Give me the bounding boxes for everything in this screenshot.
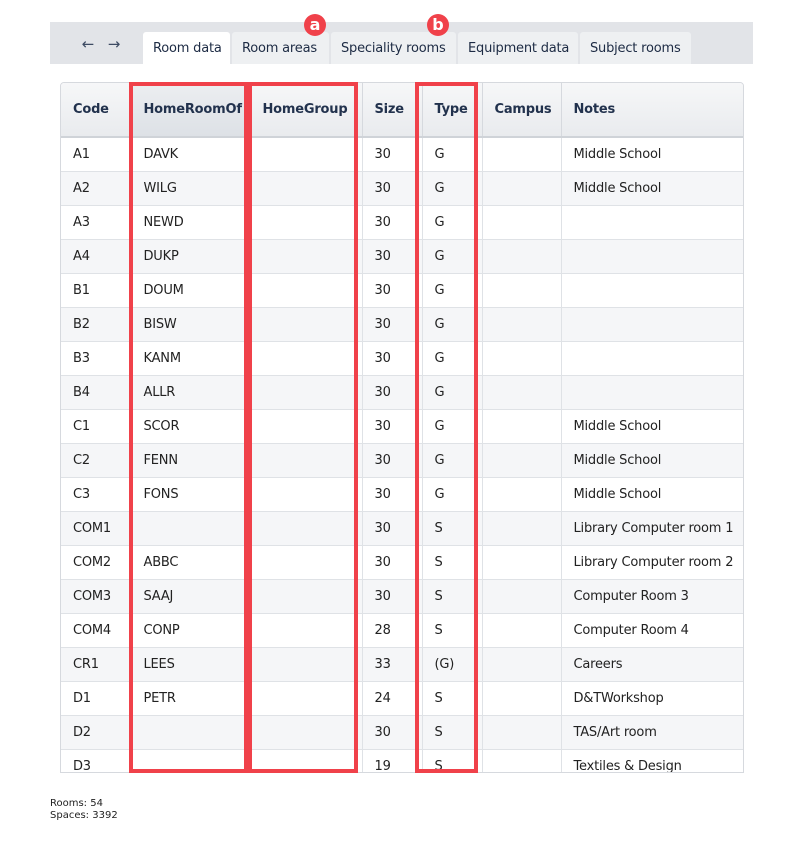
column-header-homegroup[interactable]: HomeGroup: [250, 83, 362, 137]
cell-homeroomof[interactable]: FENN: [131, 443, 250, 477]
cell-homeroomof[interactable]: SCOR: [131, 409, 250, 443]
cell-type[interactable]: G: [422, 409, 482, 443]
cell-campus[interactable]: [482, 375, 561, 409]
table-row[interactable]: [61, 681, 744, 715]
cell-campus[interactable]: [482, 443, 561, 477]
cell-size[interactable]: 30: [362, 579, 422, 613]
cell-campus[interactable]: [482, 579, 561, 613]
cell-homeroomof[interactable]: CONP: [131, 613, 250, 647]
tab-equipment-data[interactable]: Equipment data: [458, 32, 578, 64]
tabs: [143, 32, 693, 64]
cell-homegroup[interactable]: [250, 749, 362, 773]
cell-homeroomof[interactable]: [131, 715, 250, 749]
cell-code[interactable]: COM4: [61, 613, 131, 647]
table-row[interactable]: [61, 715, 744, 749]
cell-type[interactable]: G: [422, 341, 482, 375]
cell-homegroup[interactable]: [250, 477, 362, 511]
cell-campus[interactable]: [482, 613, 561, 647]
cell-homeroomof[interactable]: LEES: [131, 647, 250, 681]
cell-notes[interactable]: [561, 239, 744, 273]
rooms-table-container[interactable]: [60, 82, 744, 773]
cell-code[interactable]: B4: [61, 375, 131, 409]
cell-size[interactable]: 30: [362, 341, 422, 375]
table-summary: [50, 798, 118, 822]
cell-code[interactable]: A3: [61, 205, 131, 239]
cell-notes[interactable]: [561, 307, 744, 341]
cell-homeroomof[interactable]: ABBC: [131, 545, 250, 579]
table-row[interactable]: [61, 341, 744, 375]
cell-type[interactable]: G: [422, 239, 482, 273]
cell-type[interactable]: G: [422, 477, 482, 511]
table-header-row: [61, 83, 744, 137]
tab-bar: [50, 22, 753, 64]
cell-type[interactable]: S: [422, 579, 482, 613]
spaces-count: Spaces: 3392: [50, 810, 118, 821]
cell-homeroomof[interactable]: BISW: [131, 307, 250, 341]
cell-notes[interactable]: Library Computer room 2: [561, 545, 744, 579]
table-row[interactable]: [61, 443, 744, 477]
cell-notes[interactable]: [561, 273, 744, 307]
cell-size[interactable]: 30: [362, 307, 422, 341]
tab-subject-rooms[interactable]: Subject rooms: [580, 32, 691, 64]
cell-size[interactable]: 30: [362, 409, 422, 443]
cell-notes[interactable]: Middle School: [561, 477, 744, 511]
cell-code[interactable]: D1: [61, 681, 131, 715]
cell-size[interactable]: 30: [362, 205, 422, 239]
cell-homeroomof[interactable]: DOUM: [131, 273, 250, 307]
cell-notes[interactable]: [561, 205, 744, 239]
cell-size[interactable]: 19: [362, 749, 422, 773]
cell-type[interactable]: S: [422, 511, 482, 545]
cell-homegroup[interactable]: [250, 613, 362, 647]
cell-homegroup[interactable]: [250, 443, 362, 477]
table-row[interactable]: [61, 137, 744, 171]
tab-room-data[interactable]: Room data: [143, 32, 230, 64]
cell-code[interactable]: A4: [61, 239, 131, 273]
cell-size[interactable]: 30: [362, 137, 422, 171]
cell-homegroup[interactable]: [250, 307, 362, 341]
cell-homeroomof[interactable]: [131, 511, 250, 545]
cell-code[interactable]: COM2: [61, 545, 131, 579]
cell-notes[interactable]: Computer Room 4: [561, 613, 744, 647]
cell-type[interactable]: G: [422, 307, 482, 341]
cell-notes[interactable]: Careers: [561, 647, 744, 681]
cell-notes[interactable]: D&TWorkshop: [561, 681, 744, 715]
table-row[interactable]: [61, 273, 744, 307]
table-row[interactable]: [61, 579, 744, 613]
cell-code[interactable]: CR1: [61, 647, 131, 681]
cell-type[interactable]: G: [422, 273, 482, 307]
cell-homegroup[interactable]: [250, 647, 362, 681]
cell-code[interactable]: B2: [61, 307, 131, 341]
cell-campus[interactable]: [482, 307, 561, 341]
tab-speciality-rooms[interactable]: Speciality rooms: [331, 32, 456, 64]
cell-code[interactable]: COM3: [61, 579, 131, 613]
table-row[interactable]: [61, 307, 744, 341]
tab-room-areas[interactable]: Room areas: [232, 32, 329, 64]
cell-homeroomof[interactable]: [131, 749, 250, 773]
cell-campus[interactable]: [482, 341, 561, 375]
cell-homegroup[interactable]: [250, 681, 362, 715]
cell-size[interactable]: 30: [362, 715, 422, 749]
cell-type[interactable]: G: [422, 205, 482, 239]
rooms-count: Rooms: 54: [50, 798, 103, 809]
cell-campus[interactable]: [482, 409, 561, 443]
cell-code[interactable]: C3: [61, 477, 131, 511]
cell-homegroup[interactable]: [250, 171, 362, 205]
cell-type[interactable]: S: [422, 749, 482, 773]
cell-campus[interactable]: [482, 749, 561, 773]
column-header-code[interactable]: Code: [61, 83, 131, 137]
annotation-badge-a: a: [304, 14, 326, 36]
cell-notes[interactable]: [561, 375, 744, 409]
cell-notes[interactable]: Textiles & Design: [561, 749, 744, 773]
cell-type[interactable]: S: [422, 715, 482, 749]
column-header-campus[interactable]: Campus: [482, 83, 561, 137]
cell-homegroup[interactable]: [250, 375, 362, 409]
column-header-homeroomof[interactable]: HomeRoomOf: [131, 83, 250, 137]
cell-notes[interactable]: Library Computer room 1: [561, 511, 744, 545]
cell-homegroup[interactable]: [250, 137, 362, 171]
cell-code[interactable]: B1: [61, 273, 131, 307]
cell-homegroup[interactable]: [250, 273, 362, 307]
cell-notes[interactable]: TAS/Art room: [561, 715, 744, 749]
cell-size[interactable]: 30: [362, 375, 422, 409]
column-header-notes[interactable]: Notes: [561, 83, 744, 137]
cell-size[interactable]: 24: [362, 681, 422, 715]
arrow-right-icon[interactable]: →: [107, 35, 121, 53]
cell-homeroomof[interactable]: PETR: [131, 681, 250, 715]
table-row[interactable]: [61, 205, 744, 239]
cell-homegroup[interactable]: [250, 545, 362, 579]
cell-homeroomof[interactable]: KANM: [131, 341, 250, 375]
table-row[interactable]: [61, 375, 744, 409]
column-header-size[interactable]: Size: [362, 83, 422, 137]
table-row[interactable]: [61, 749, 744, 773]
cell-campus[interactable]: [482, 647, 561, 681]
cell-homeroomof[interactable]: ALLR: [131, 375, 250, 409]
cell-size[interactable]: 30: [362, 545, 422, 579]
cell-homeroomof[interactable]: DUKP: [131, 239, 250, 273]
cell-code[interactable]: COM1: [61, 511, 131, 545]
cell-code[interactable]: D3: [61, 749, 131, 773]
cell-homeroomof[interactable]: FONS: [131, 477, 250, 511]
cell-notes[interactable]: [561, 341, 744, 375]
cell-campus[interactable]: [482, 137, 561, 171]
cell-size[interactable]: 28: [362, 613, 422, 647]
cell-campus[interactable]: [482, 715, 561, 749]
cell-homeroomof[interactable]: NEWD: [131, 205, 250, 239]
cell-type[interactable]: G: [422, 443, 482, 477]
cell-code[interactable]: A1: [61, 137, 131, 171]
cell-homegroup[interactable]: [250, 341, 362, 375]
cell-campus[interactable]: [482, 205, 561, 239]
cell-type[interactable]: S: [422, 681, 482, 715]
cell-homegroup[interactable]: [250, 511, 362, 545]
cell-campus[interactable]: [482, 681, 561, 715]
cell-campus[interactable]: [482, 239, 561, 273]
arrow-left-icon[interactable]: ←: [81, 35, 95, 53]
cell-size[interactable]: 30: [362, 511, 422, 545]
annotation-badge-b: b: [427, 14, 449, 36]
cell-homeroomof[interactable]: WILG: [131, 171, 250, 205]
cell-homegroup[interactable]: [250, 239, 362, 273]
cell-size[interactable]: 33: [362, 647, 422, 681]
cell-size[interactable]: 30: [362, 273, 422, 307]
cell-homeroomof[interactable]: SAAJ: [131, 579, 250, 613]
cell-notes[interactable]: Computer Room 3: [561, 579, 744, 613]
table-row[interactable]: [61, 545, 744, 579]
cell-code[interactable]: C1: [61, 409, 131, 443]
cell-homegroup[interactable]: [250, 579, 362, 613]
cell-notes[interactable]: Middle School: [561, 171, 744, 205]
cell-notes[interactable]: Middle School: [561, 137, 744, 171]
table-row[interactable]: [61, 409, 744, 443]
table-row[interactable]: [61, 477, 744, 511]
history-nav: [80, 36, 122, 52]
table-row[interactable]: [61, 613, 744, 647]
cell-homegroup[interactable]: [250, 205, 362, 239]
cell-size[interactable]: 30: [362, 171, 422, 205]
cell-homeroomof[interactable]: DAVK: [131, 137, 250, 171]
cell-type[interactable]: S: [422, 545, 482, 579]
cell-code[interactable]: A2: [61, 171, 131, 205]
cell-size[interactable]: 30: [362, 239, 422, 273]
table-row[interactable]: [61, 647, 744, 681]
table-row[interactable]: [61, 511, 744, 545]
table-row[interactable]: [61, 239, 744, 273]
cell-type[interactable]: (G): [422, 647, 482, 681]
cell-size[interactable]: 30: [362, 477, 422, 511]
cell-notes[interactable]: Middle School: [561, 409, 744, 443]
cell-size[interactable]: 30: [362, 443, 422, 477]
cell-campus[interactable]: [482, 511, 561, 545]
column-header-type[interactable]: Type: [422, 83, 482, 137]
cell-homegroup[interactable]: [250, 409, 362, 443]
cell-code[interactable]: D2: [61, 715, 131, 749]
table-row[interactable]: [61, 171, 744, 205]
cell-homegroup[interactable]: [250, 715, 362, 749]
cell-campus[interactable]: [482, 171, 561, 205]
cell-notes[interactable]: Middle School: [561, 443, 744, 477]
cell-type[interactable]: G: [422, 137, 482, 171]
cell-type[interactable]: G: [422, 171, 482, 205]
cell-type[interactable]: S: [422, 613, 482, 647]
rooms-table: [61, 83, 744, 773]
cell-campus[interactable]: [482, 477, 561, 511]
cell-type[interactable]: G: [422, 375, 482, 409]
cell-campus[interactable]: [482, 273, 561, 307]
cell-campus[interactable]: [482, 545, 561, 579]
cell-code[interactable]: C2: [61, 443, 131, 477]
cell-code[interactable]: B3: [61, 341, 131, 375]
